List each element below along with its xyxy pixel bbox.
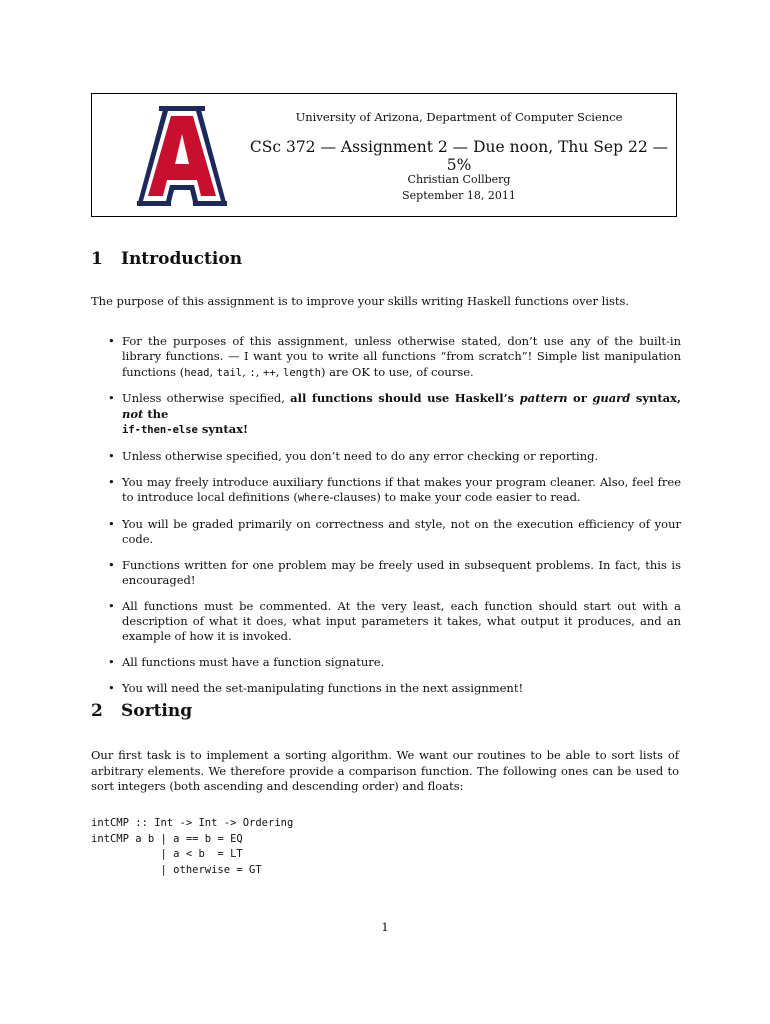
section-number: 1 [91, 249, 103, 269]
section-title: Sorting [121, 701, 193, 721]
list-item: • Unless otherwise specified, you don’t need to do any error checking or reporting. [108, 448, 599, 463]
title-header-box [91, 93, 677, 217]
list-item: • You may freely introduce auxiliary functions if that makes your program cleaner. Also, feel free to introduce local definitions (where-clauses) to make your code easier to read. [108, 474, 681, 504]
bullet-marker: • [108, 334, 115, 348]
list-item: • All functions must have a function signature. [108, 655, 385, 670]
document-title: CSc 372 — Assignment 2 — Due noon, Thu Sep 22 — 5% [249, 138, 669, 174]
list-item: • All functions must be commented. At the very least, each function should start out with a description of what it does, what input parameters it takes, what output it produces, and an example of how it is invoked. [108, 598, 681, 644]
page-number: 1 [381, 920, 389, 934]
bullet-marker: • [108, 474, 115, 489]
bullet-marker: • [108, 598, 115, 613]
bullet-marker: • [108, 448, 115, 463]
bullet-marker: • [108, 655, 115, 670]
bullet-marker: • [108, 391, 115, 406]
section-number: 2 [91, 701, 103, 721]
bullet-marker: • [108, 681, 115, 696]
date: September 18, 2011 [402, 189, 516, 202]
affiliation: University of Arizona, Department of Computer Science [295, 110, 623, 124]
bullet-marker: • [108, 516, 115, 531]
sorting-paragraph: Our first task is to implement a sorting algorithm. We want our routines to be able to sort lists of arbitrary elements. We therefore provide a comparison function. The following ones can be used to sort integers (both ascending and descending order) and floats: [91, 748, 679, 793]
bullet-marker: • [108, 557, 115, 572]
intro-paragraph: The purpose of this assignment is to improve your skills writing Haskell functions over lists. [91, 294, 630, 308]
author: Christian Collberg [407, 173, 511, 186]
university-logo [137, 106, 227, 206]
intro-bullet-list [91, 334, 681, 707]
list-item: • Unless otherwise specified, all functions should use Haskell’s pattern or guard syntax, not the if-then-else syntax! [108, 391, 681, 436]
code-block: intCMP :: Int -> Int -> Ordering intCMP a b | a == b = EQ | a < b = LT | otherwise = GT [91, 817, 294, 876]
list-item: • For the purposes of this assignment, unless otherwise stated, don’t use any of the built-in library functions. — I want you to write all functions “from scratch”! Simple list manipulation functions (head, tail, :, ++, length) are OK to use, of course. [108, 334, 681, 379]
section-heading-introduction [91, 249, 242, 269]
section-title: Introduction [121, 249, 243, 269]
section-heading-sorting [91, 701, 192, 721]
list-item: • You will be graded primarily on correctness and style, not on the execution efficiency of your code. [108, 516, 681, 546]
list-item: • You will need the set-manipulating functions in the next assignment! [108, 681, 524, 696]
list-item: • Functions written for one problem may be freely used in subsequent problems. In fact, this is encouraged! [108, 557, 681, 588]
